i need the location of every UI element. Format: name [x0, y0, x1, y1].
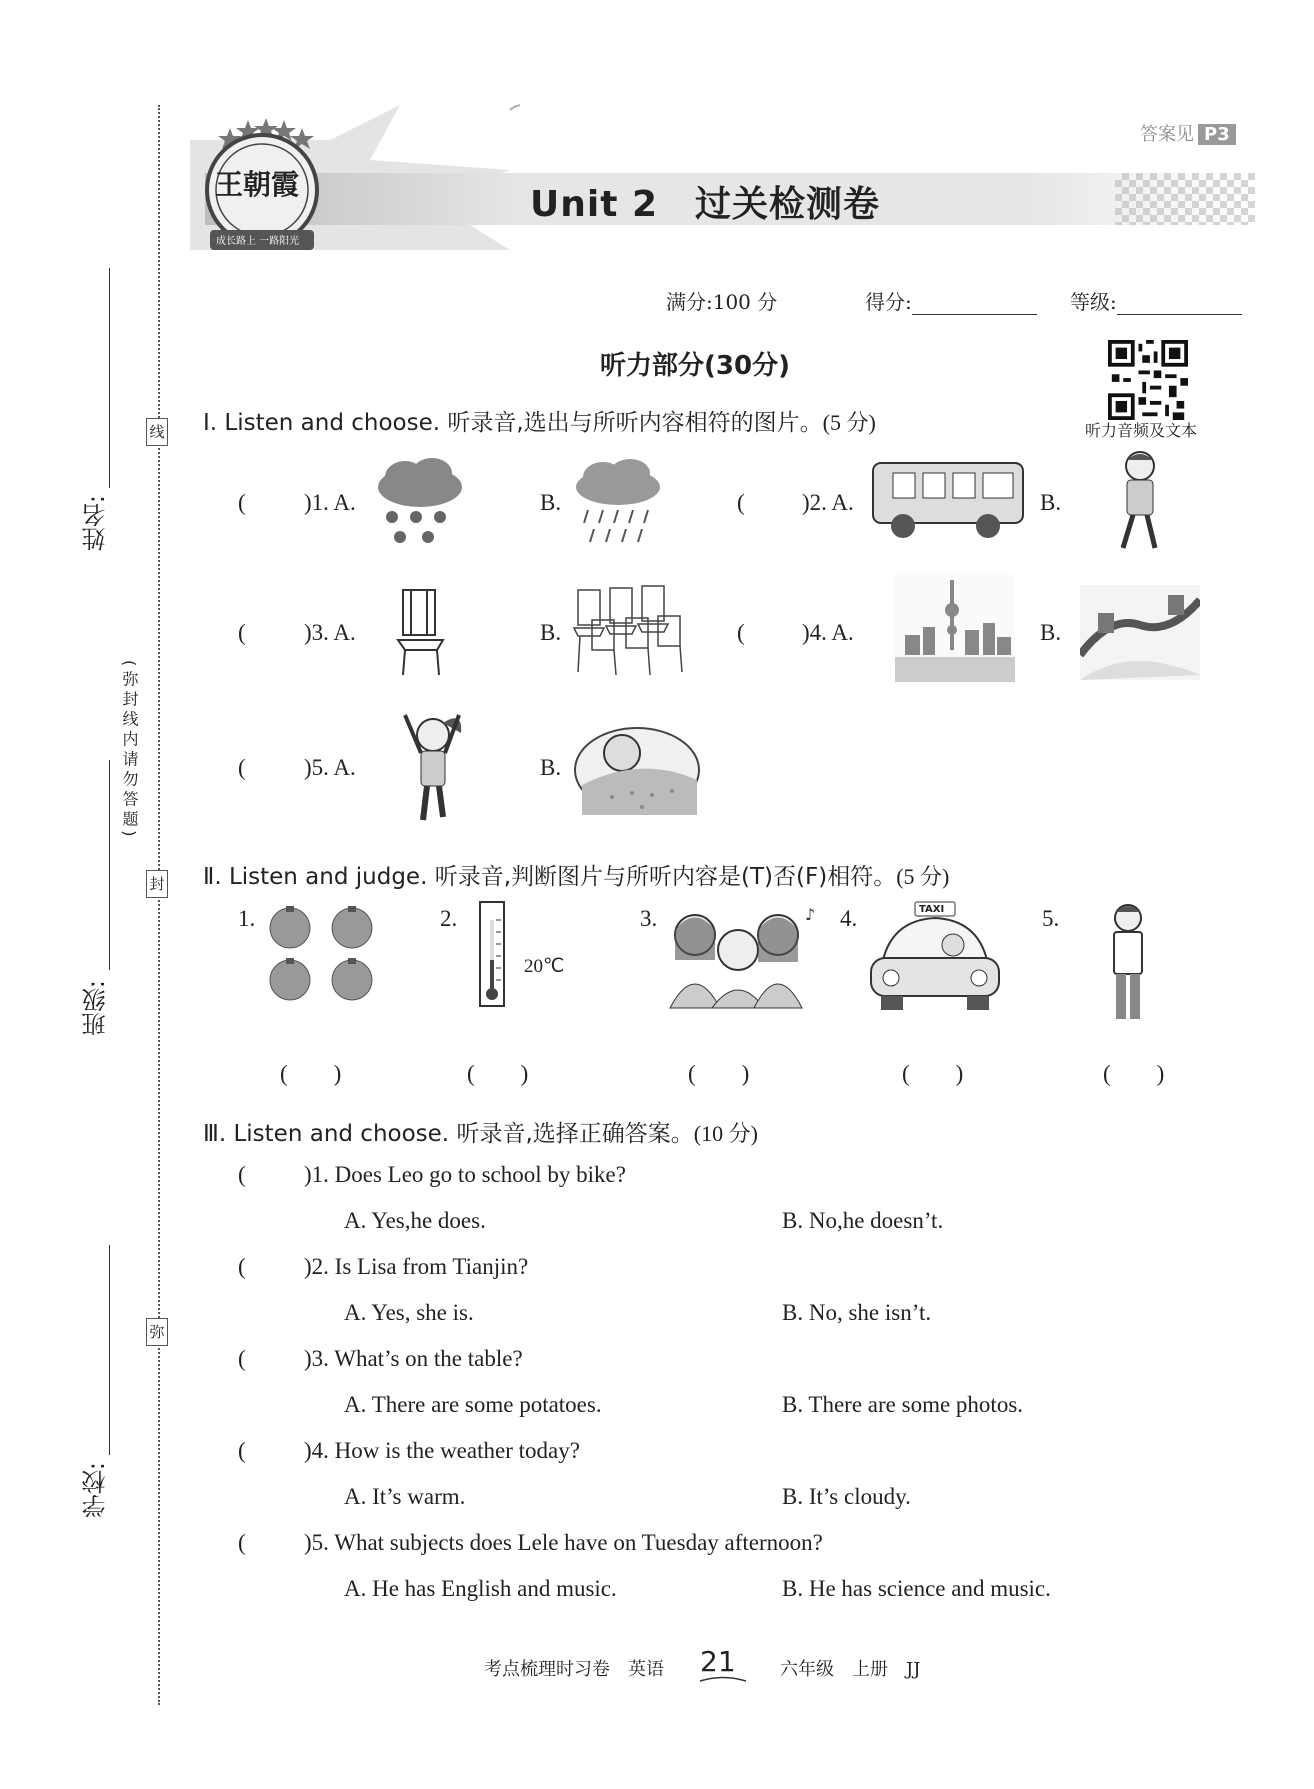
standing-man-image[interactable]: [1098, 900, 1158, 1025]
seal-note: (弥封线内请勿答题): [120, 660, 139, 841]
many-chairs-image[interactable]: [570, 580, 690, 680]
part1-heading: Ⅰ. Listen and choose. 听录音,选出与所听内容相符的图片。(5 分): [203, 410, 876, 436]
answer-paren[interactable]: (: [737, 620, 745, 645]
taxi-sign: TAXI: [919, 904, 945, 915]
name-label: 姓名:: [82, 495, 110, 552]
thermometer-reading: 20℃: [524, 956, 565, 977]
thermometer-image[interactable]: [478, 900, 508, 1010]
footer-left: 考点梳理时习卷 英语: [484, 1659, 664, 1680]
p1-item3-label: )3. A.: [304, 620, 356, 645]
p1-item3-b-label: B.: [540, 620, 562, 645]
logo-slogan: 成长路上 一路阳光: [216, 236, 300, 247]
three-girls-singing-image[interactable]: [660, 900, 820, 1010]
grade-blank[interactable]: [1117, 292, 1242, 315]
grade-field[interactable]: [1070, 286, 1242, 315]
listening-section-title: 听力部分(30分): [600, 351, 790, 381]
p1-item4-label: )4. A.: [802, 620, 854, 645]
p2-num-4: 4.: [840, 906, 858, 931]
p2-num-5: 5.: [1042, 906, 1060, 931]
answer-paren[interactable]: (: [238, 620, 246, 645]
binding-dotted-line: [158, 105, 160, 1705]
answer-paren[interactable]: ( ): [280, 1061, 342, 1086]
p3-q2-option-b[interactable]: B. No, she isn’t.: [782, 1300, 932, 1325]
svg-text:♪: ♪: [805, 905, 816, 924]
taxi-image[interactable]: [863, 900, 1008, 1015]
tomatoes-image[interactable]: [262, 900, 382, 1005]
p3-q5-option-a[interactable]: A. He has English and music.: [344, 1576, 617, 1601]
answer-paren[interactable]: (: [238, 755, 246, 780]
p3-question-4: )4. How is the weather today?: [304, 1438, 580, 1463]
p1-item1-b-label: B.: [540, 490, 562, 515]
p3-question-1: )1. Does Leo go to school by bike?: [304, 1162, 626, 1187]
logo-name: 王朝霞: [215, 168, 300, 201]
p3-q4-option-a[interactable]: A. It’s warm.: [344, 1484, 466, 1509]
p3-q3-option-a[interactable]: A. There are some potatoes.: [344, 1392, 602, 1417]
answer-paren[interactable]: (: [238, 1438, 246, 1463]
page-title: Unit 2 过关检测卷: [530, 184, 880, 225]
p3-q2-option-a[interactable]: A. Yes, she is.: [344, 1300, 474, 1325]
answer-paren[interactable]: ( ): [467, 1061, 529, 1086]
seal-mark-line: 线: [146, 418, 168, 446]
answer-paren[interactable]: ( ): [1103, 1061, 1165, 1086]
answer-paren[interactable]: (: [238, 1346, 246, 1371]
p1-item4-b-label: B.: [1040, 620, 1062, 645]
seal-mark-bottom: 弥: [146, 1318, 168, 1346]
p1-item1-label: )1. A.: [304, 490, 356, 515]
banner-pattern: [1115, 173, 1255, 225]
class-label: 班级:: [82, 980, 110, 1037]
full-score: 满分:100 分: [666, 290, 778, 314]
score-field[interactable]: [865, 286, 1037, 315]
answer-paren[interactable]: (: [238, 1254, 246, 1279]
grade-label: 等级:: [1070, 290, 1117, 314]
qr-label: 听力音频及文本: [1085, 421, 1198, 440]
p3-question-5: )5. What subjects does Lele have on Tuesday afternoon?: [304, 1530, 823, 1555]
girl-stretching-image[interactable]: [393, 705, 473, 825]
footer-right: 六年级 上册 JJ: [780, 1659, 921, 1680]
answer-paren[interactable]: (: [238, 1530, 246, 1555]
score-blank[interactable]: [912, 292, 1037, 315]
p1-item5-b-label: B.: [540, 755, 562, 780]
p3-q1-option-b[interactable]: B. No,he doesn’t.: [782, 1208, 944, 1233]
rain-cloud-image[interactable]: [568, 455, 668, 550]
p2-num-1: 1.: [238, 906, 256, 931]
single-chair-image[interactable]: [393, 585, 453, 680]
name-line[interactable]: [109, 268, 110, 488]
answer-paren[interactable]: ( ): [688, 1061, 750, 1086]
answer-paren[interactable]: (: [238, 490, 246, 515]
answer-paren[interactable]: ( ): [902, 1061, 964, 1086]
p2-num-2: 2.: [440, 906, 458, 931]
sleeping-child-image[interactable]: [572, 715, 702, 815]
part3-heading: Ⅲ. Listen and choose. 听录音,选择正确答案。(10 分): [203, 1121, 758, 1147]
p3-q4-option-b[interactable]: B. It’s cloudy.: [782, 1484, 911, 1509]
school-label: 学校:: [82, 1462, 110, 1519]
score-label: 得分:: [865, 290, 912, 314]
great-wall-image[interactable]: [1080, 585, 1200, 680]
p3-q1-option-a[interactable]: A. Yes,he does.: [344, 1208, 486, 1233]
bus-image[interactable]: [868, 458, 1028, 543]
qr-code-icon[interactable]: [1108, 340, 1188, 420]
p3-q5-option-b[interactable]: B. He has science and music.: [782, 1576, 1051, 1601]
p2-num-3: 3.: [640, 906, 658, 931]
answer-page-badge: P3: [1198, 124, 1236, 145]
city-tower-image[interactable]: [895, 575, 1015, 685]
page-number-underline: [698, 1676, 748, 1686]
page-number: 21: [700, 1645, 736, 1678]
seal-mark-seal: 封: [146, 870, 168, 898]
answer-reference: 答案见 P3: [1140, 120, 1236, 146]
school-line[interactable]: [109, 1245, 110, 1455]
snow-cloud-image[interactable]: [370, 455, 470, 550]
p3-question-2: )2. Is Lisa from Tianjin?: [304, 1254, 529, 1279]
part2-heading: Ⅱ. Listen and judge. 听录音,判断图片与所听内容是(T)否(F)相符。(5 分): [203, 864, 950, 890]
p3-q3-option-b[interactable]: B. There are some photos.: [782, 1392, 1024, 1417]
p1-item2-label: )2. A.: [802, 490, 854, 515]
walking-boy-image[interactable]: [1105, 448, 1175, 558]
class-line[interactable]: [109, 760, 110, 970]
answer-paren[interactable]: (: [238, 1162, 246, 1187]
p1-item5-label: )5. A.: [304, 755, 356, 780]
p3-question-3: )3. What’s on the table?: [304, 1346, 523, 1371]
answer-paren[interactable]: (: [737, 490, 745, 515]
p1-item2-b-label: B.: [1040, 490, 1062, 515]
